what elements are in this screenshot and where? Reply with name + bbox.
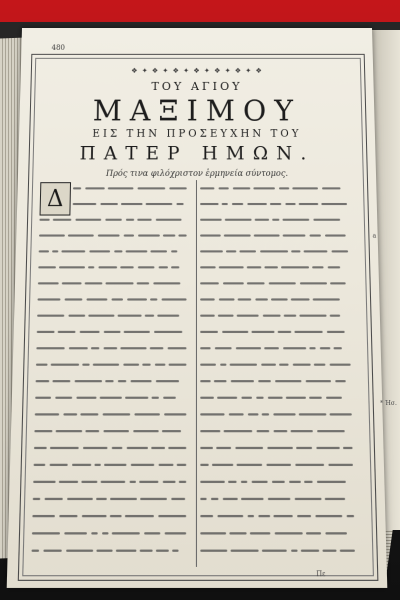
text-line: [38, 245, 188, 259]
book-page: [7, 28, 388, 588]
text-line: [200, 509, 356, 524]
text-line: [200, 441, 355, 456]
text-line: [33, 475, 188, 490]
text-line: [200, 408, 354, 422]
text-line: [35, 391, 189, 405]
text-line: [200, 293, 351, 307]
text-line: [38, 261, 189, 275]
text-line: [32, 526, 189, 541]
footer-mark: Πε: [316, 570, 326, 579]
text-line: [200, 198, 349, 212]
text-line: [37, 309, 189, 323]
text-line: [200, 358, 353, 372]
text-line: [36, 358, 189, 372]
text-line: [200, 325, 352, 339]
text-line: [200, 526, 357, 541]
text-line: [39, 229, 189, 243]
column-divider: [196, 180, 197, 567]
right-text-lines: [200, 182, 357, 559]
text-line: [33, 492, 189, 507]
ornament-text: ❖ ✦ ❖ ✦ ❖ ✦ ❖ ✦ ❖ ✦ ❖ ✦ ❖: [131, 66, 263, 75]
dropcap: Δ: [40, 182, 72, 215]
text-line: [39, 213, 189, 227]
ornament-band: [43, 66, 351, 76]
text-line: [36, 342, 188, 356]
title-line-1: ΤΟΥ ΑΓΙΟΥ: [151, 79, 243, 94]
text-line: [33, 458, 188, 473]
left-text-lines: [31, 182, 188, 559]
text-line: [200, 375, 353, 389]
text-line: [200, 544, 357, 559]
text-line: [200, 261, 351, 275]
text-line: [37, 325, 189, 339]
text-line: [200, 492, 356, 507]
margin-note-small: a: [372, 232, 377, 240]
text-line: [34, 424, 188, 439]
title-line-4: ΠΑΤΕΡ ΗΜΩΝ.: [79, 142, 315, 165]
text-line: [35, 375, 188, 389]
text-line: [200, 245, 350, 259]
text-line: [200, 475, 355, 490]
text-line: [200, 391, 354, 405]
text-line: [200, 342, 352, 356]
text-line: [200, 213, 350, 227]
text-column-right: [200, 182, 357, 567]
subtitle: Πρός τινα φιλόχριστον ἑρμηνεία σύντομος.: [105, 168, 289, 178]
margin-note: * Ἡσ.: [380, 400, 397, 407]
text-line: [200, 309, 352, 323]
text-line: [200, 277, 351, 291]
page-number: 480: [51, 43, 66, 52]
text-line: [200, 424, 354, 439]
text-line: [40, 198, 189, 212]
text-line: [31, 544, 188, 559]
text-line: [38, 277, 189, 291]
text-column-left: [31, 182, 189, 567]
text-line: [200, 458, 355, 473]
title-line-2: ΜΑΞΙΜΟΥ: [92, 94, 302, 128]
title-line-3: ΕΙΣ ΤΗΝ ΠΡΟΣΕΥΧΗΝ ΤΟΥ: [92, 128, 302, 140]
text-line: [40, 182, 189, 196]
text-line: [32, 509, 188, 524]
text-line: [35, 408, 189, 422]
text-line: [34, 441, 189, 456]
text-line: [200, 229, 350, 243]
text-line: [200, 182, 349, 196]
text-line: [37, 293, 188, 307]
